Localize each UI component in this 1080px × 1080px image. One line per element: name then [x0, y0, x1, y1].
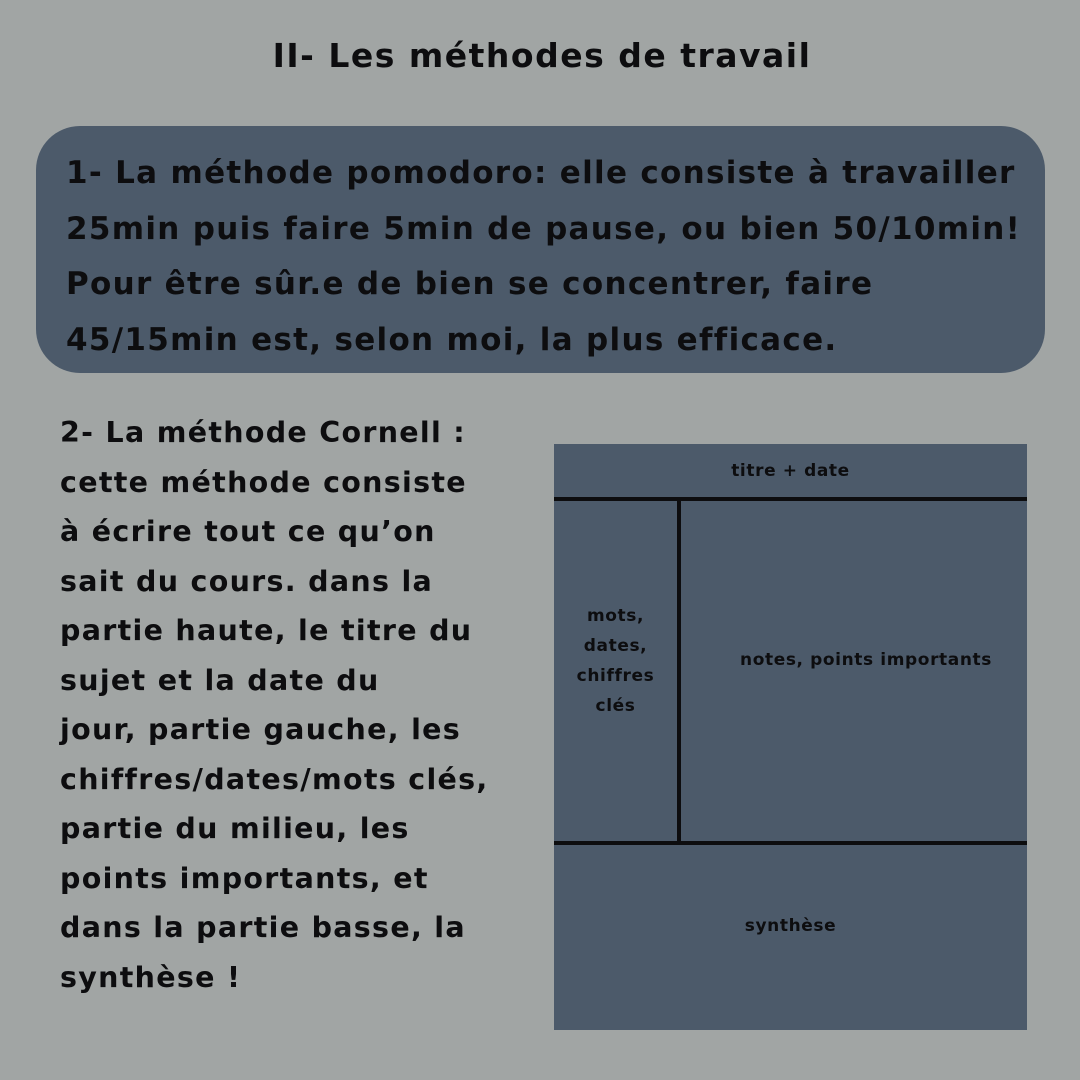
cornell-line: points importants, et: [60, 861, 429, 895]
cornell-line: sujet et la date du: [60, 663, 380, 697]
cue-label: dates,: [583, 636, 648, 656]
pomodoro-line: 25min puis faire 5min de pause, ou bien 50/10min!: [66, 210, 1022, 247]
cornell-description: [60, 408, 520, 1002]
pomodoro-line: Pour être sûr.e de bien se concentrer, faire: [66, 266, 874, 302]
page-title: II- Les méthodes de travail: [272, 36, 812, 75]
cornell-title-area: titre + date: [731, 461, 850, 481]
cornell-notes-area: notes, points importants: [740, 650, 992, 670]
divider-bottom: [554, 841, 1027, 845]
cornell-line: chiffres/dates/mots clés,: [60, 762, 489, 796]
cornell-line: sait du cours. dans la: [60, 564, 434, 598]
cue-label: clés: [595, 696, 636, 716]
cornell-line: à écrire tout ce qu’on: [60, 515, 436, 548]
cornell-heading: 2- La méthode Cornell :: [60, 416, 466, 449]
cornell-line: cette méthode consiste: [60, 465, 467, 499]
cornell-line: synthèse !: [60, 960, 242, 994]
pomodoro-panel: [36, 126, 1045, 373]
pomodoro-line: 1- La méthode pomodoro: elle consiste à travailler: [66, 155, 1016, 191]
cue-label: chiffres: [576, 666, 655, 686]
cornell-line: partie du milieu, les: [60, 812, 410, 845]
cornell-summary-area: synthèse: [744, 916, 837, 936]
divider-vertical: [677, 497, 681, 843]
cornell-line: partie haute, le titre du: [60, 614, 473, 647]
pomodoro-line: 45/15min est, selon moi, la plus efficace.: [66, 321, 838, 358]
cornell-line: dans la partie basse, la: [60, 911, 466, 944]
divider-top: [554, 497, 1027, 501]
cornell-diagram: [554, 444, 1027, 1030]
cornell-cue-column: [554, 601, 677, 721]
cue-label: mots,: [586, 606, 645, 626]
cornell-line: jour, partie gauche, les: [60, 713, 462, 746]
